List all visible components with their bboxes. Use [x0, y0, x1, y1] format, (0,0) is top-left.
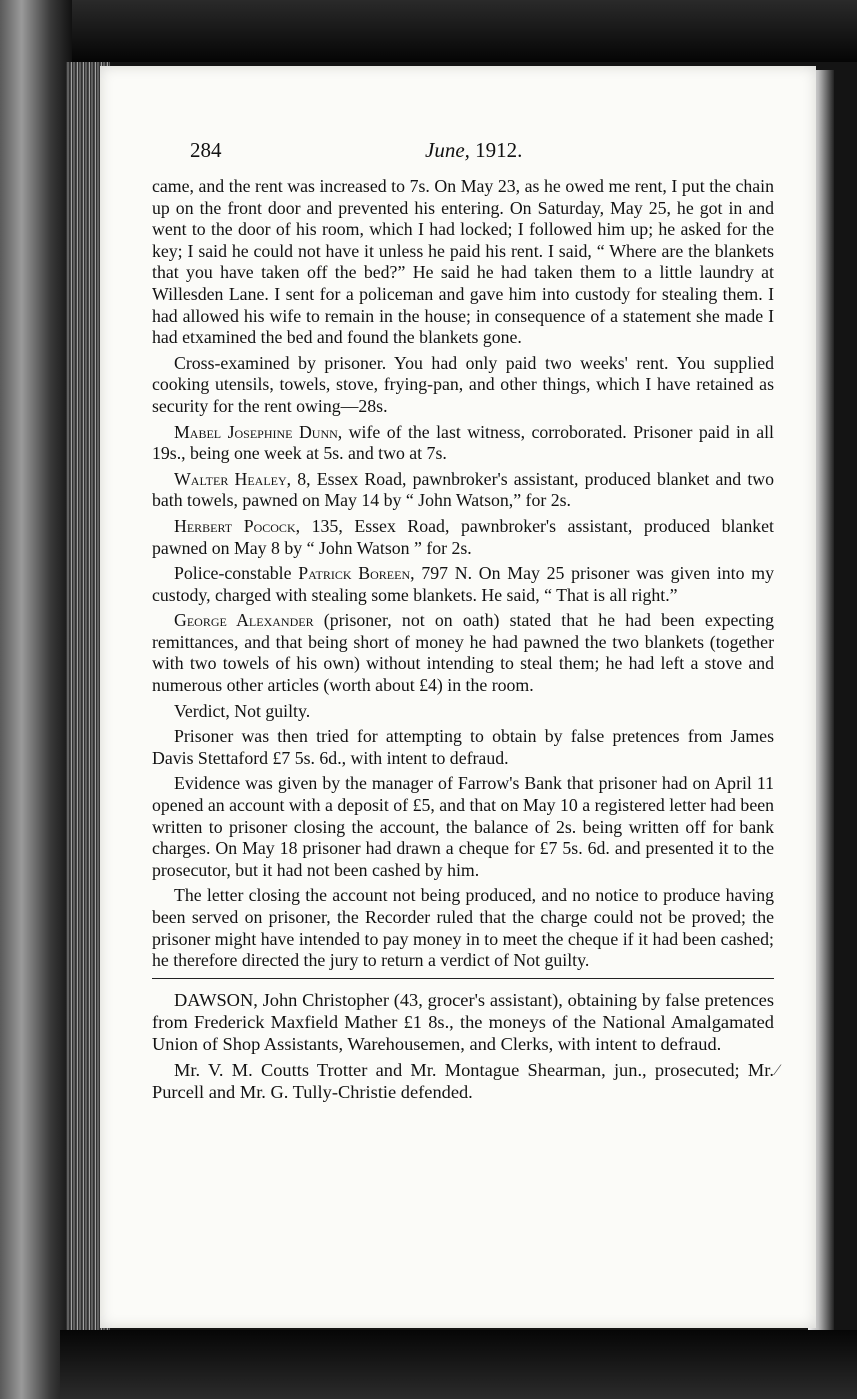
paragraph: came, and the rent was increased to 7s. On May 23, as he owed me rent, I put the chain up on the front door and prevented his entering. On Saturday, May 25, he got in and went to the door of his room, which I had locked; I followed him up; he asked for the key; I said he could not have it unless he paid his rent. I said, “ Where are the blankets that you have taken off the bed?” He said he had taken them to a little laundry at Willesden Lane. I sent for a policeman and gave him into custody for stealing them. I had allowed his wife to remain in the house; in consequence of a statement she made I had etxamined the bed and found the blankets gone. — [152, 176, 774, 348]
running-head — [190, 138, 540, 166]
witness-name: George Alexander — [174, 610, 314, 631]
witness-name: Patrick Boreen — [298, 563, 411, 584]
document-body — [152, 176, 774, 1107]
witness-paragraph: George Alexander (prisoner, not on oath) stated that he had been expecting remittances, and that being short of money he had pawned the two blankets (together with two towels of his own) without intending to steal them; he had left a stove and numerous other articles (worth about £4) in the room. — [152, 610, 774, 696]
section-divider — [152, 978, 774, 979]
witness-name: Mabel Josephine Dunn — [174, 421, 338, 442]
witness-paragraph: Mabel Josephine Dunn, wife of the last witness, corroborated. Prisoner paid in all 19s., being one week at 5s. and two at 7s. — [152, 421, 774, 464]
case-heading: DAWSON, John Christopher (43, grocer's assistant), obtaining by false pretences from Frederick Maxfield Mather £1 8s., the moneys of the National Amalgamated Union of Shop Assistants, Warehousemen, and Clerks, with intent to defraud. — [152, 989, 774, 1054]
page-date-year: 1912. — [475, 138, 523, 162]
scan-background-top — [0, 0, 857, 62]
counsel-paragraph: Mr. V. M. Coutts Trotter and Mr. Montague Shearman, jun., prosecuted; Mr. Purcell and Mr. G. Tully-Christie defended. — [152, 1059, 774, 1102]
verdict: Verdict, Not guilty. — [174, 700, 311, 721]
witness-paragraph: Walter Healey, 8, Essex Road, pawnbroker's assistant, produced blanket and two bath towels, pawned on May 14 by “ John Watson,” for 2s. — [152, 468, 774, 511]
witness-paragraph: Herbert Pocock, 135, Essex Road, pawnbroker's assistant, produced blanket pawned on May 8 by “ John Watson ” for 2s. — [152, 515, 774, 558]
paragraph: The letter closing the account not being produced, and no notice to produce having been served on prisoner, the Recorder ruled that the charge could not be proved; the prisoner might have intended to pay money in to meet the cheque if it had been cashed; he therefore directed the jury to return a verdict of Not guilty. — [152, 885, 774, 971]
page-number: 284 — [190, 138, 222, 162]
paragraph: Evidence was given by the manager of Farrow's Bank that prisoner had on April 11 opened an account with a deposit of £5, and that on May 10 a registered letter had been written to prisoner closing the account, the balance of 2s. being written off for bank charges. On May 18 prisoner had drawn a cheque for £7 5s. 6d. and presented it to the prosecutor, but it had not been cashed by him. — [152, 773, 774, 880]
scan-background-bottom — [60, 1330, 857, 1399]
page-date — [425, 138, 522, 163]
margin-mark: ⁄ — [776, 1062, 779, 1079]
witness-paragraph: Police-constable Patrick Boreen, 797 N. On May 25 prisoner was given into my custody, charged with stealing some blankets. He said, “ That is all right.” — [152, 563, 774, 605]
witness-name: Walter Healey — [174, 468, 287, 489]
paragraph: Cross-examined by prisoner. You had only paid two weeks' rent. You supplied cooking utensils, towels, stove, frying-pan, and other things, which I have retained as security for the rent owing—28s. — [152, 352, 774, 416]
scan-left-edge — [0, 0, 72, 1399]
paragraph: Prisoner was then tried for attempting to obtain by false pretences from James Davis Stettaford £7 5s. 6d., with intent to defraud. — [152, 726, 774, 768]
witness-name: Herbert Pocock — [174, 515, 296, 536]
page-date-month: June, — [425, 138, 470, 162]
